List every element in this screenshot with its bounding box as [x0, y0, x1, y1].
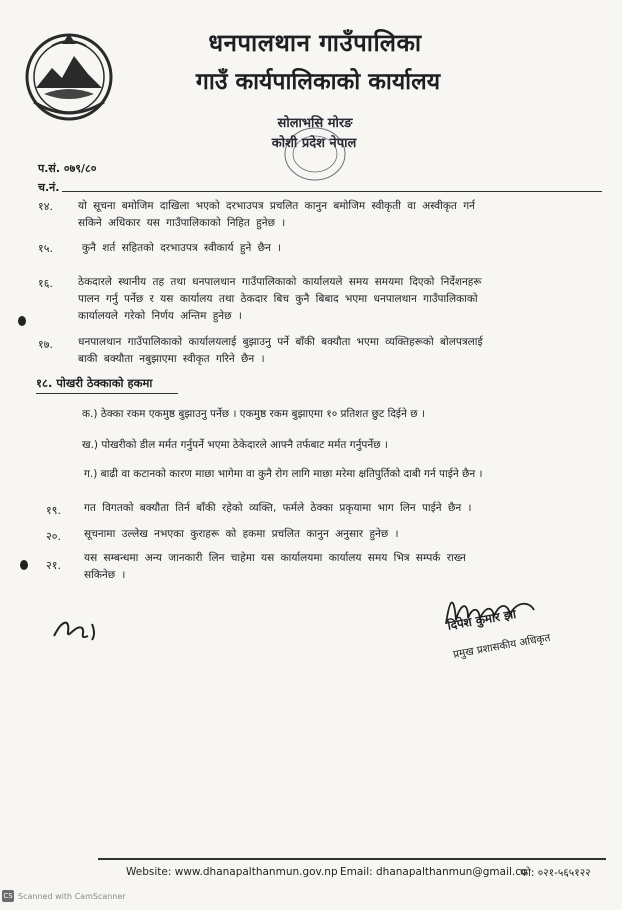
item-text [84, 500, 596, 517]
item-number: १६. [38, 277, 53, 290]
header-divider [62, 191, 602, 192]
officer-title: प्रमुख प्रशासकीय अधिकृत [452, 631, 552, 661]
item-line: बाकी बक्यौता नबुझाएमा स्वीकृत गरिने छैन । [78, 353, 265, 365]
footer-email: Email: dhanapalthanmun@gmail.co [340, 866, 528, 878]
sub-clause-ga: ग.) बाढी वा कटानको कारण माछा भागेमा वा कुनै रोग लागि माछा मरेमा क्षतिपुर्तिको दाबी गर्न पाईने छैन । [84, 468, 483, 480]
item-line: पालन गर्नु पर्नेछ र यस कार्यालय तथा ठेकदार बिच कुनै बिबाद भएमा धनपालथान गाउँपालिकाको [78, 293, 478, 305]
item-number: १९. [46, 504, 61, 517]
item-line: कुनै शर्त सहितको दरभाउपत्र स्वीकार्य हुने छैन । [82, 242, 282, 254]
punch-hole-icon [20, 560, 28, 570]
section-heading: १८. पोखरी ठेक्काको हकमा [36, 376, 153, 390]
chalani-number: च.नं. [38, 181, 60, 194]
footer-phone: फो: ०२१-५६५१२२ [520, 867, 591, 879]
footer-divider [98, 858, 606, 860]
government-emblem-icon [22, 30, 116, 124]
item-line: सूचनामा उल्लेख नभएका कुराहरू को हकमा प्रचलित कानुन अनुसार हुनेछ । [84, 528, 399, 540]
item-number: १४. [38, 200, 53, 213]
footer-website: Website: www.dhanapalthanmun.gov.np [126, 866, 338, 878]
camscanner-logo-icon: CS [3, 892, 13, 900]
item-number: १५. [38, 242, 53, 255]
item-text [82, 240, 594, 257]
item-number: २१. [46, 559, 61, 572]
sub-clause-ka: क.) ठेक्का रकम एकमुष्ठ बुझाउनु पर्नेछ । एकमुष्ठ रकम बुझाएमा १० प्रतिशत छुट दिईने छ । [82, 408, 425, 420]
item-line: धनपालथान गाउँपालिकाको कार्यालयलाई बुझाउनु पर्ने बाँकी बक्यौता भएमा व्यक्तिहरूको बोलपत्रलाई [78, 336, 483, 348]
patra-sankhya: प.सं. ०७९/८० [38, 162, 97, 175]
item-line: यो सूचना बमोजिम दाखिला भएको दरभाउपत्र प्रचलित कानुन बमोजिम स्वीकृती वा अस्वीकृत गर्न [78, 200, 475, 212]
officer-name: दिपेश कुमार झा [446, 606, 518, 633]
scanner-watermark: Scanned with CamScanner [18, 892, 126, 901]
office-name: गाउँ कार्यपालिकाको कार्यालय [195, 69, 441, 95]
item-line: ठेकदारले स्थानीय तह तथा धनपालथान गाउँपालिकाको कार्यालयले समय समयमा दिएको निर्देशनहरू [78, 276, 482, 288]
municipality-name: धनपालथान गाउँपालिका [208, 29, 422, 57]
address-line-1: सोलाभसि मोरङ [277, 116, 353, 131]
item-line: सकिनेछ । [84, 569, 126, 581]
item-line: कार्यालयले गरेको निर्णय अन्तिम हुनेछ । [78, 310, 242, 322]
address-line-2: कोशी प्रदेश नेपाल [271, 136, 357, 151]
item-text [78, 334, 590, 368]
item-line: गत विगतको बक्यौता तिर्न बाँकी रहेको व्यक्ति, फर्मले ठेक्का प्रकृयामा भाग लिन पाईने छैन । [84, 502, 472, 514]
item-text [84, 550, 596, 584]
sub-clause-kha: ख.) पोखरीको डील मर्मत गर्नुपर्ने भएमा ठेकेदारले आफ्नै तर्फबाट मर्मत गर्नुपर्नेछ । [82, 439, 388, 451]
punch-hole-icon [18, 316, 26, 326]
item-text [78, 198, 590, 232]
item-line: सकिने अधिकार यस गाउँपालिकाको निहित हुनेछ । [78, 217, 286, 229]
initials-signature-icon [48, 610, 108, 646]
section-underline [36, 393, 178, 394]
item-text [78, 274, 590, 325]
item-line: यस सम्बन्धमा अन्य जानकारी लिन चाहेमा यस कार्यालयमा कार्यालय समय भित्र सम्पर्क राख्न [84, 552, 466, 564]
item-number: १७. [38, 338, 53, 351]
item-number: २०. [46, 530, 61, 543]
item-text [84, 526, 596, 543]
